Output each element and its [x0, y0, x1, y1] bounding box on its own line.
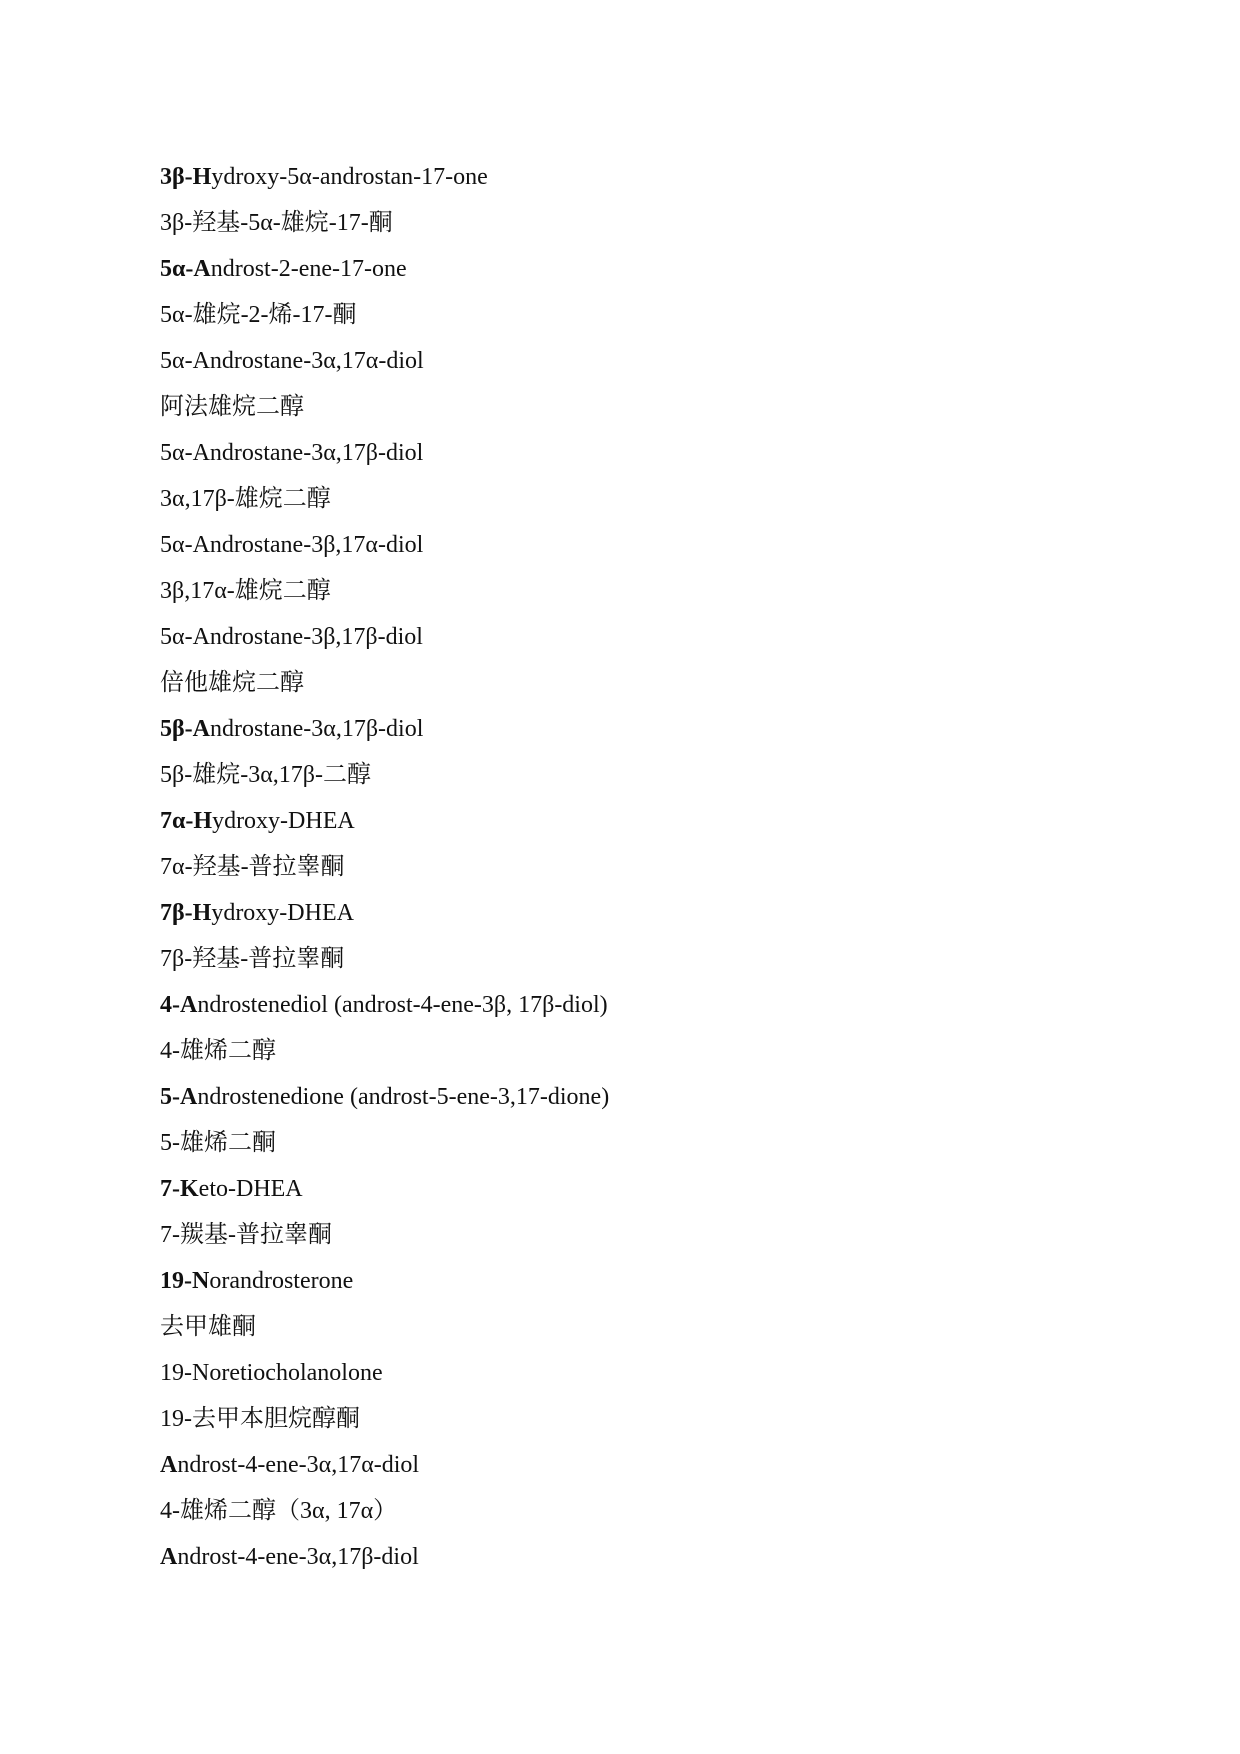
name-text: ydroxy-DHEA [212, 808, 355, 834]
compound-name-zh: 19-去甲本胆烷醇酮 [160, 1406, 360, 1432]
name-bold-prefix: 7-K [160, 1176, 199, 1202]
compound-name-en [160, 522, 1160, 568]
compound-list [160, 154, 1160, 1580]
name-text: ydroxy-5α-androstan-17-one [211, 164, 488, 190]
name-text: ndrost-2-ene-17-one [210, 256, 407, 282]
compound-name-en [160, 1166, 1160, 1212]
compound-name-zh: 4-雄烯二醇 [160, 1038, 276, 1064]
name-text: 5α-Androstane-3β,17β-diol [160, 624, 423, 650]
name-text: ndrostenediol (androst-4-ene-3β, 17β-diol) [197, 992, 608, 1018]
name-text: 5α-Androstane-3α,17β-diol [160, 440, 424, 466]
compound-name-en [160, 154, 1160, 200]
name-bold-prefix: A [160, 1452, 178, 1478]
compound-name-zh: 去甲雄酮 [160, 1314, 256, 1340]
compound-name-en [160, 1442, 1160, 1488]
name-bold-prefix: 5β-A [160, 716, 210, 742]
compound-name-zh: 3α,17β-雄烷二醇 [160, 486, 331, 512]
compound-name-zh: 3β,17α-雄烷二醇 [160, 578, 331, 604]
compound-name-en [160, 1074, 1160, 1120]
name-bold-prefix: 19-N [160, 1268, 210, 1294]
compound-name-en [160, 338, 1160, 384]
name-text: ndrostenedione (androst-5-ene-3,17-dione) [197, 1084, 610, 1110]
name-bold-prefix: 7α-H [160, 808, 213, 834]
compound-name-zh: 倍他雄烷二醇 [160, 670, 304, 696]
name-bold-prefix: 4-A [160, 992, 198, 1018]
name-text: 5α-Androstane-3α,17α-diol [160, 348, 424, 374]
name-text: ndrost-4-ene-3α,17α-diol [177, 1452, 420, 1478]
compound-name-zh: 阿法雄烷二醇 [160, 394, 304, 420]
compound-name-en [160, 1258, 1160, 1304]
name-bold-prefix: A [160, 1544, 178, 1570]
compound-name-en [160, 614, 1160, 660]
compound-name-en [160, 246, 1160, 292]
name-text: ndrostane-3α,17β-diol [209, 716, 424, 742]
compound-name-zh: 4-雄烯二醇（3α, 17α） [160, 1498, 398, 1524]
name-bold-prefix: 5α-A [160, 256, 211, 282]
compound-name-zh: 5α-雄烷-2-烯-17-酮 [160, 302, 357, 328]
compound-name-zh: 5-雄烯二酮 [160, 1130, 276, 1156]
name-bold-prefix: 5-A [160, 1084, 198, 1110]
compound-name-en [160, 1534, 1160, 1580]
compound-name-zh: 7α-羟基-普拉睾酮 [160, 854, 345, 880]
compound-name-en [160, 890, 1160, 936]
name-text: 5α-Androstane-3β,17α-diol [160, 532, 424, 558]
compound-name-en [160, 430, 1160, 476]
compound-name-en [160, 706, 1160, 752]
compound-name-zh: 3β-羟基-5α-雄烷-17-酮 [160, 210, 393, 236]
name-text: ydroxy-DHEA [211, 900, 354, 926]
compound-name-zh: 5β-雄烷-3α,17β-二醇 [160, 762, 371, 788]
name-bold-prefix: 7β-H [160, 900, 212, 926]
name-text: eto-DHEA [198, 1176, 303, 1202]
compound-name-en [160, 982, 1160, 1028]
name-text: 19-Noretiocholanolone [160, 1360, 383, 1386]
compound-name-zh: 7β-羟基-普拉睾酮 [160, 946, 345, 972]
name-bold-prefix: 3β-H [160, 164, 212, 190]
name-text: orandrosterone [209, 1268, 354, 1294]
compound-name-en [160, 1350, 1160, 1396]
compound-name-en [160, 798, 1160, 844]
name-text: ndrost-4-ene-3α,17β-diol [177, 1544, 419, 1570]
compound-name-zh: 7-羰基-普拉睾酮 [160, 1222, 332, 1248]
